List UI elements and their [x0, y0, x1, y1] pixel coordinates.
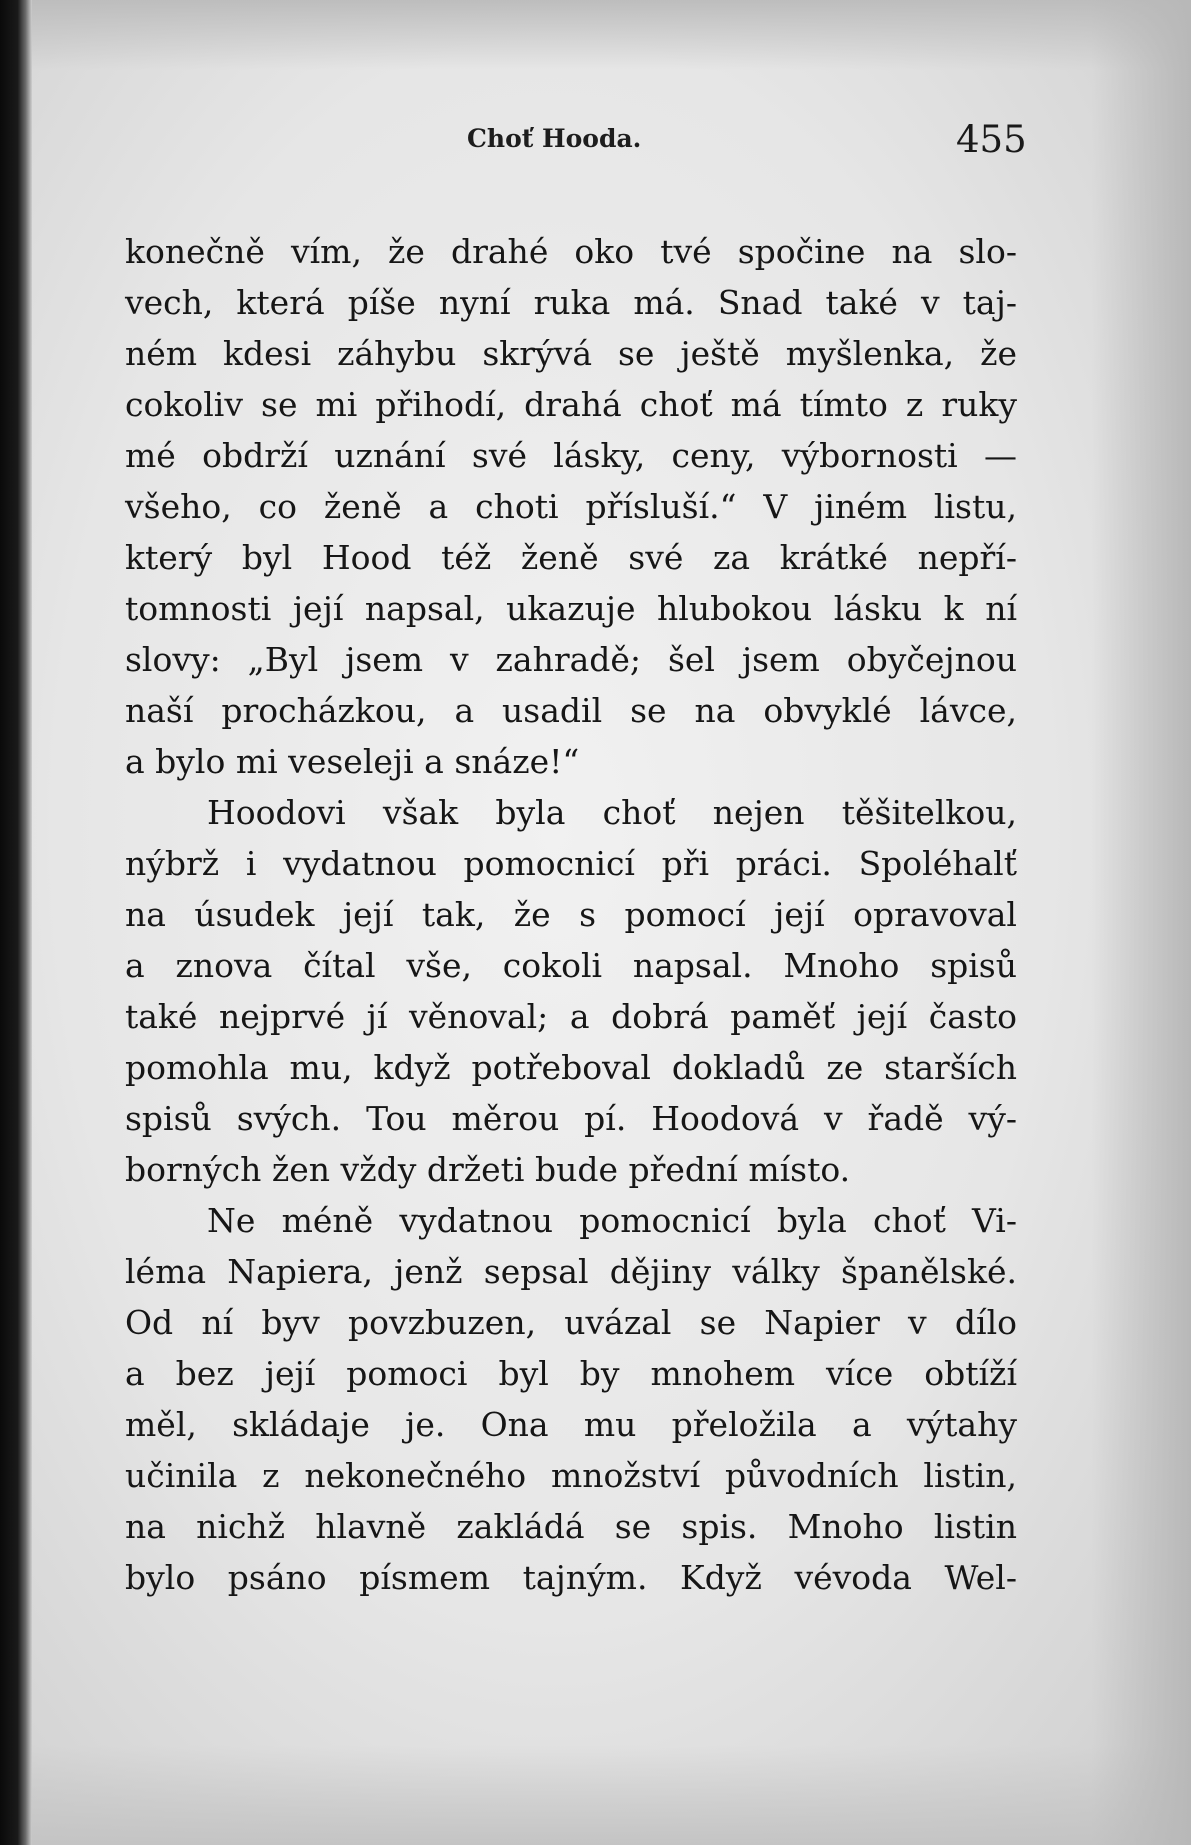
- text-line: spisů svých. Tou měrou pí. Hoodová v řadě vý-: [125, 1099, 1017, 1138]
- text-line: na nichž hlavně zakládá se spis. Mnoho listin: [125, 1507, 1017, 1546]
- text-line: konečně vím, že drahé oko tvé spočine na slo-: [125, 232, 1017, 271]
- text-line: vech, která píše nyní ruka má. Snad také v taj-: [125, 283, 1017, 322]
- text-line: nýbrž i vydatnou pomocnicí při práci. Spoléhalť: [125, 844, 1017, 883]
- text-line: bylo psáno písmem tajným. Když vévoda Wel-: [125, 1558, 1017, 1597]
- paper-edge-bottom: [32, 1745, 1191, 1845]
- text-line: také nejprvé jí věnoval; a dobrá paměť její často: [125, 997, 1017, 1036]
- text-line: mé obdrží uznání své lásky, ceny, výbornosti —: [125, 436, 1017, 475]
- text-line: borných žen vždy držeti bude přední místo.: [125, 1150, 851, 1189]
- book-spine-shadow: [0, 0, 32, 1845]
- text-line: měl, skládaje je. Ona mu přeložila a výtahy: [125, 1405, 1017, 1444]
- text-line: tomnosti její napsal, ukazuje hlubokou lásku k ní: [125, 589, 1017, 628]
- text-line: učinila z nekonečného množství původních listin,: [125, 1456, 1017, 1495]
- body-text: [125, 226, 1017, 1603]
- paper-edge-top: [32, 0, 1191, 70]
- text-line: Ne méně vydatnou pomocnicí byla choť Vi-: [207, 1201, 1017, 1240]
- page-number: 455: [956, 118, 1027, 161]
- text-line: a bylo mi veseleji a snáze!“: [125, 742, 580, 781]
- text-line: cokoliv se mi přihodí, drahá choť má tímto z ruky: [125, 385, 1017, 424]
- text-line: pomohla mu, když potřeboval dokladů ze starších: [125, 1048, 1017, 1087]
- text-line: všeho, co ženě a choti přísluší.“ V jiném listu,: [125, 487, 1017, 526]
- text-line: a bez její pomoci byl by mnohem více obtíží: [125, 1354, 1017, 1393]
- text-line: léma Napiera, jenž sepsal dějiny války španělské.: [125, 1252, 1017, 1291]
- text-line: a znova čítal vše, cokoli napsal. Mnoho spisů: [125, 946, 1017, 985]
- text-line: ném kdesi záhybu skrývá se ještě myšlenka, že: [125, 334, 1017, 373]
- text-line: naší procházkou, a usadil se na obvyklé lávce,: [125, 691, 1017, 730]
- text-line: Od ní byv povzbuzen, uvázal se Napier v dílo: [125, 1303, 1017, 1342]
- text-line: na úsudek její tak, že s pomocí její opravoval: [125, 895, 1017, 934]
- text-line: slovy: „Byl jsem v zahradě; šel jsem obyčejnou: [125, 640, 1017, 679]
- text-line: Hoodovi však byla choť nejen těšitelkou,: [207, 793, 1017, 832]
- running-head: Choť Hooda.: [467, 124, 642, 153]
- paper-edge-right: [1091, 0, 1191, 1845]
- text-line: který byl Hood též ženě své za krátké nepří-: [125, 538, 1017, 577]
